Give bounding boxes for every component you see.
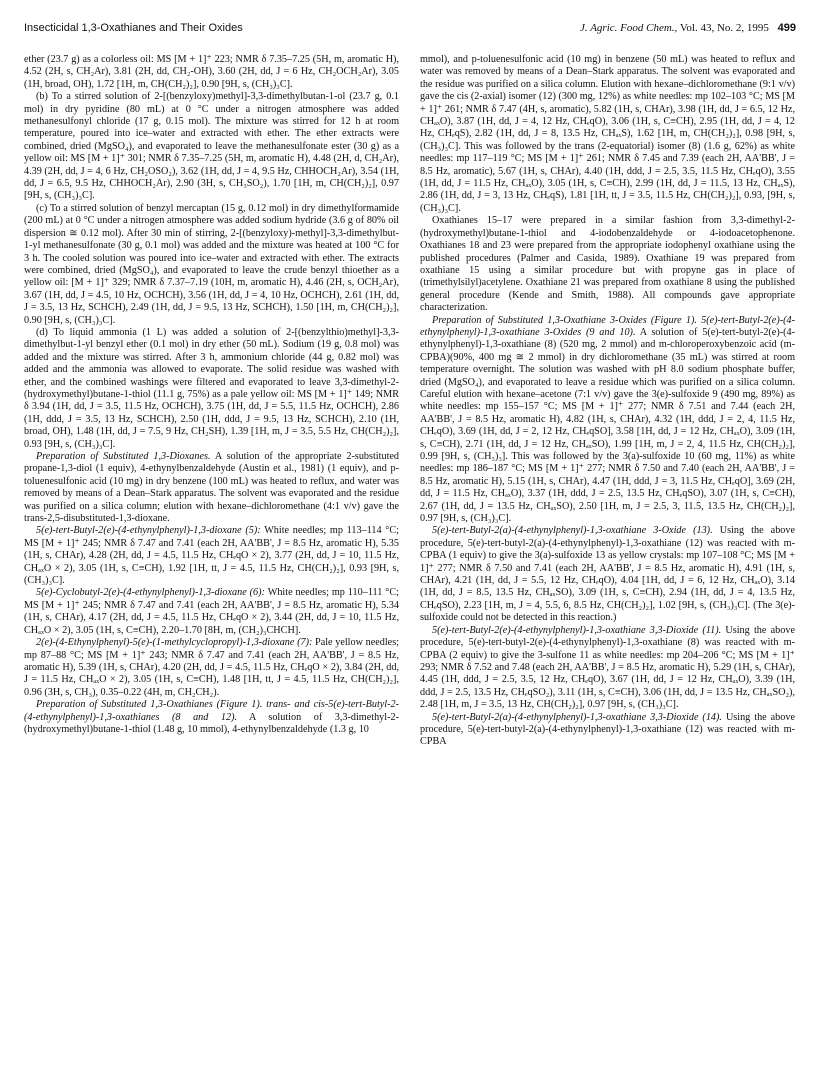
paragraph-body: A solution of the appropriate 2-substituted propane-1,3-diol (1 equiv), 4-ethynylbenzaldehyde (Austin et al., 1981) (1 equiv), and p-toluenesulfonic acid (10 mg) in dry benzene (100 mL) was heated to reflux, and water was removed by means of a Dean–Stark apparatus. The solvent was evaporated and the residue was purified on a silica column; elution with hexane–dichloromethane (4:1 v/v) gave the trans-2,5-disubstituted-1,3-dioxane. bbox=[24, 451, 399, 525]
paragraph bbox=[420, 712, 795, 749]
paragraph-body: Pale yellow needles; mp 87–88 °C; MS [M + 1]⁺ 243; NMR δ 7.47 and 7.41 (each 2H, AA'BB', J = 8.5 Hz, aromatic H), 5.39 (1H, s, CHAr), 4.20 (2H, dd, J = 4.5, 11.5 Hz, CHₑqO × 2), 3.84 (2H, dd, J = 11.5 Hz, CHₐₓO × 2), 3.05 (1H, s, C≡CH), 1.48 [1H, tt, J = 4.5, 11.5 Hz, CH(CH₂)₂], 0.96 (3H, s, CH₃), 0.35–0.22 (4H, m, CH₂CH₂). bbox=[24, 637, 399, 698]
right-column bbox=[420, 54, 795, 1054]
journal-name: J. Agric. Food Chem., bbox=[580, 22, 678, 34]
compound-heading: 2(e)-(4-Ethynylphenyl)-5(e)-(1-methylcyclopropyl)-1,3-dioxane (7): bbox=[36, 637, 313, 649]
section-heading: Preparation of Substituted 1,3-Oxathianes (Figure 1). trans- and cis-5(e)-tert-Butyl-2-(4-ethynylphenyl)-1,3-oxathianes (8 and 12). bbox=[24, 699, 399, 723]
paragraph-body: A solution of 5(e)-tert-butyl-2(e)-(4-ethynylphenyl)-1,3-oxathiane (8) (520 mg, 2 mmol) and m-chloroperoxybenzoic acid (m-CPBA)(90%, 400 mg ≅ 2 mmol) in dry dichloromethane (35 mL) was stirred at room temperature overnight. The solution was washed with pH 8.0 sodium phosphate buffer, dried (MgSO₄), and evaporated to leave a residue which was purified on a silica column. Careful elution with hexane–acetone (7:1 v/v) gave the 3(e)-sulfoxide 9 (490 mg, 89%) as white needles: mp 155–157 °C; MS [M + 1]⁺ 277; NMR δ 7.51 and 7.44 (each 2H, AA'BB', J = 8.5 Hz, aromatic H), 4.82 (1H, s, CHAr), 4.32 (1H, ddd, J = 2, 4, 11.5 Hz, CHₑqO), 3.69 (1H, dd, J = 2, 12 Hz, CHₑqSO], 3.58 [1H, dd, J = 12 Hz, CHₐₓO), 3.09 (1H, s, C≡CH), 2.71 (1H, dd, J = 12 Hz, CHₐₓSO), 1.99 [1H, m, J = 2, 4, 11.5 Hz, CH(CH₂)₂], 0.99 [9H, s, (CH₃)₃]. This was followed by the 3(a)-sulfoxide 10 (60 mg, 11%) as white needles: mp 186–187 °C; MS [M + 1]⁺ 277; NMR δ 7.50 and 7.40 (each 2H, AA'BB', J = 8.5 Hz, aromatic H), 5.15 (1H, s, CHAr), 4.47 (1H, ddd, J = 3, 11.5 Hz, CHₑqO], 3.69 (2H, dd, J = 11.5 Hz, CHₐₓO), 3.37 (1H, ddd, J = 2.5, 13.5 Hz, CHₑqSO), 3.07 (1H, s, C≡CH), 2.67 (1H, dd, J = 13.5 Hz, CHₐₓSO), 2.50 [1H, m, J = 2.5, 3, 11.5, 13.5 Hz, CH(CH₂)₂], 0.97 [9H, s, (CH₃)₃C]. bbox=[420, 326, 795, 525]
paragraph bbox=[24, 699, 399, 736]
paragraph bbox=[24, 525, 399, 587]
compound-heading: 5(e)-tert-Butyl-2(e)-(4-ethynylphenyl)-1,3-dioxane (5): bbox=[36, 525, 261, 537]
compound-heading: 5(e)-Cyclobutyl-2(e)-(4-ethynylphenyl)-1,3-dioxane (6): bbox=[36, 587, 265, 599]
paragraph bbox=[420, 315, 795, 526]
paragraph: (b) To a stirred solution of 2-[(benzyloxy)methyl]-3,3-dimethylbutan-1-ol (23.7 g, 0.1 mol) in dry pyridine (80 mL) at 0 °C under a nitrogen atmosphere was added methanesulfonyl chloride (17 g, 0.15 mol). The mixture was stirred for 12 h at room temperature, poured into ice–water and extracted with ether. The ether extracts were combined, dried (MgSO₄), and evaporated to leave the methanesulfonate ester (30 g) as a yellow oil: MS [M + 1]⁺ 301; NMR δ 7.35–7.25 (5H, m, aromatic H), 4.48 (2H, d, CH₂Ar), 4.39 (2H, dd, J = 4, 6 Hz, CH₂OSO₂), 3.62 (1H, dd, J = 4, 9.5 Hz, CHHOCH₂Ar), 3.54 (1H, dd, J = 6.5, 9.5 Hz, CHHOCH₂Ar), 2.90 (3H, s, CH₃SO₂), 1.70 [1H, m, CH(CH₂)₂], 0.97 [9H, s, (CH₃)₃C]. bbox=[24, 91, 399, 202]
volume-info: Vol. 43, No. 2, 1995 bbox=[679, 22, 769, 34]
paragraph bbox=[420, 525, 795, 624]
paragraph: (d) To liquid ammonia (1 L) was added a solution of 2-[(benzylthio)methyl]-3,3-dimethylbut-1-yl benzyl ether (0.1 mol) in dry ether (50 mL). Sodium (19 g, 0.8 mol) was added and the mixture was stirred. After 3 h, ammonium chloride (44 g, 0.82 mol) was added and the ammonia was allowed to evaporate. The solid residue was washed with ether, and the combined washings were filtered and evaporated to leave 3,3-dimethyl-2-(hydroxymethyl)butane-1-thiol (11.1 g, 75%) as a pale yellow oil: MS [M + 1]⁺ 149; NMR δ 3.94 (1H, dd, J = 3.5, 11.5 Hz, OCHCH), 3.75 (1H, dd, J = 5.5, 11.5 Hz, OCHCH), 2.86 (1H, ddd, J = 3.5, 13 Hz, SCHCH), 2.50 (1H, ddd, J = 9.5, 13 Hz, SCHCH), 2.10 (1H, broad, OH), 1.48 (1H, dd, J = 7.5, 9 Hz, CH₂SH), 1.39 [1H, m, J = 3.5, 5.5 Hz, CH(CH₂)₂], 0.93 [9H, s, (CH₃)₃C]. bbox=[24, 326, 399, 450]
paragraph-body: Using the above procedure, 5(e)-tert-butyl-2(e)-(4-ethynylphenyl)-1,3-oxathiane (8) was reacted with m-CPBA (2 equiv) to give the 3-sulfone 11 as white needles: mp 204–206 °C; MS [M + 1]⁺ 293; NMR δ 7.52 and 7.48 (each 2H, AA'BB', J = 8.5 Hz, aromatic H), 5.29 (1H, s, CHAr), 4.45 (1H, ddd, J = 2.5, 3.5, 12 Hz, CHₑqO), 3.67 (1H, dd, J = 12 Hz, CHₐₓO), 3.39 (1H, ddd, J = 2.5, 13.5 Hz, CHₑqSO₂), 3.11 (1H, s, C≡CH), 3.06 (1H, dd, J = 13.5 Hz, CHₐₓSO₂), 2.48 [1H, m, J = 3.5, 13 Hz, CH(CH₂)₂], 0.97 [9H, s, (CH₃)₃C]. bbox=[420, 624, 795, 711]
paragraph: (c) To a stirred solution of benzyl mercaptan (15 g, 0.12 mol) in dry dimethylformamide (200 mL) at 0 °C under a nitrogen atmosphere was added sodium hydride (3.6 g of 80% oil dispersion ≅ 0.12 mol). After 30 min of stirring, 2-[(benzyloxy)-methyl]-3,3-dimethylbut-1-yl methanesulfonate (30 g, 0.1 mol) was added and the mixture was heated at 100 °C for 3 h. The cooled solution was poured into ice–water and extracted with ether. The extracts were combined, dried (MgSO₄), and evaporated to leave the crude benzyl thioether as a yellow oil: [M + 1]⁺ 329; NMR δ 7.37–7.19 (10H, m, aromatic H), 4.46 (2H, s, OCH₂Ar), 3.67 (1H, dd, J = 4.5, 10 Hz, OCHCH), 3.56 (1H, dd, J = 4, 10 Hz, OCHCH), 2.61 (1H, dd, J = 3.5, 13 Hz, SCHCH), 2.49 (1H, dd, J = 9.5, 13 Hz, SCHCH), 1.50 [1H, m, CH(CH₂)₂], 0.90 [9H, s, (CH₃)₃C]. bbox=[24, 202, 399, 326]
paragraph-body: Using the above procedure, 5(e)-tert-butyl-2(a)-(4-ethynylphenyl)-1,3-oxathiane (12) was reacted with m-CPBA (1 equiv) to give the 3(a)-sulfoxide 13 as yellow crystals: mp 107–108 °C; MS [M + 1]⁺ 277; NMR δ 7.50 and 7.41 (each 2H, AA'BB', J = 8.5 Hz, aromatic H), 4.91 (1H, s, CHAr), 4.21 (1H, dd, J = 5.5, 12 Hz, CHₑqO), 4.04 [1H, dd, J = 6, 12 Hz, CHₐₓO), 3.14 (1H, dd, J = 8.5, 13.5 Hz, CHₐₓSO), 3.09 (1H, s, C≡CH), 2.94 (1H, dd, J = 4, 13.5 Hz, CHₑqSO), 2.23 [1H, m, J = 4, 5.5, 6, 8.5 Hz, CH(CH₂)₂], 1.02 [9H, s, (CH₃)₃C]. (The 3(e)-sulfoxide could not be detected in this reaction.) bbox=[420, 525, 795, 624]
compound-heading: 5(e)-tert-Butyl-2(e)-(4-ethynylphenyl)-1,3-oxathiane 3,3-Dioxide (11). bbox=[432, 624, 722, 636]
section-heading: Preparation of Substituted 1,3-Dioxanes. bbox=[36, 451, 211, 462]
paragraph-body: Using the above procedure, 5(e)-tert-butyl-2(a)-(4-ethynylphenyl)-1,3-oxathiane (12) was reacted with m-CPBA bbox=[420, 711, 795, 748]
paragraph-body: White needles; mp 110–111 °C; MS [M + 1]⁺ 245; NMR δ 7.47 and 7.41 (each 2H, AA'BB', J = 8.5 Hz, aromatic H), 5.34 (1H, s, CHAr), 4.17 (2H, dd, J = 4.5, 11.5 Hz, CHₑqO × 2), 3.44 (2H, dd, J = 10, 11.5 Hz, CHₐₓO × 2), 3.05 (1H, s, C≡CH), 2.20–1.70 [8H, m, (CH₂)₃CHCH]. bbox=[24, 587, 399, 636]
journal-citation bbox=[580, 22, 796, 34]
paragraph: ether (23.7 g) as a colorless oil: MS [M + 1]⁺ 223; NMR δ 7.35–7.25 (5H, m, aromatic H), 4.52 (2H, s, CH₂Ar), 3.81 (2H, dd, CH₂-OH), 3.60 (2H, dd, J = 6 Hz, CH₂OCH₂Ar), 3.05 (1H, broad, OH), 1.72 [1H, m, CH(CH₂)₂], 0.90 [9H, s, (CH₃)₃C]. bbox=[24, 54, 399, 90]
running-header bbox=[24, 22, 796, 38]
running-title: Insecticidal 1,3-Oxathianes and Their Oxides bbox=[24, 22, 243, 34]
paragraph bbox=[24, 451, 399, 525]
compound-heading: 5(e)-tert-Butyl-2(a)-(4-ethynylphenyl)-1,3-oxathiane 3-Oxide (13). bbox=[432, 525, 713, 537]
paragraph: Oxathianes 15–17 were prepared in a similar fashion from 3,3-dimethyl-2-(hydroxymethyl)butane-1-thiol and 4-iodobenzaldehyde or 4-iodoacetophenone. Oxathianes 18 and 23 were prepared from the appropriate iodophenyl oxathiane using the published procedures (Palmer and Casida, 1989). Oxathiane 19 was prepared from oxathiane 15 using a similar procedure but with propyne gas in place of (trimethylsilyl)acetylene. Oxathiane 21 was prepared from oxathiane 8 using the published general procedure (Kende and Smith, 1988). All compounds gave appropriate characterization. bbox=[420, 215, 795, 314]
paragraph bbox=[24, 587, 399, 637]
left-column bbox=[24, 54, 399, 1054]
page-number: 499 bbox=[777, 22, 796, 34]
paragraph: mmol), and p-toluenesulfonic acid (10 mg) in benzene (50 mL) was heated to reflux and water was removed by means of a Dean–Stark apparatus. The solvent was evaporated and the residue was purified on a silica column. Elution with hexane–dichloromethane (9:1 v/v) gave the cis (2-axial) isomer (12) (300 mg, 12%) as white needles: mp 102–103 °C; MS [M + 1]⁺ 261; NMR δ 7.47 (4H, s, aromatic), 5.82 (1H, s, CHAr), 3.98 (1H, dd, J = 6.5, 12 Hz, CHₐₓO), 3.87 (1H, dd, J = 4, 12 Hz, CHₑqO), 3.06 (1H, s, C≡CH), 2.95 (1H, dd, J = 4, 12 Hz, CHₑqS), 2.82 (1H, dd, J = 8, 13.5 Hz, CHₐₓS), 1.62 [1H, m, CH(CH₂)₂], 0.98 [9H, s, (CH₃)₃C]. This was followed by the trans (2-equatorial) isomer (8) (1.6 g, 62%) as white needles: mp 117–119 °C; MS [M + 1]⁺ 261; NMR δ 7.45 and 7.39 (each 2H, AA'BB', J = 8.5 Hz, aromatic), 5.67 (1H, s, CHAr), 4.40 (1H, ddd, J = 2.5, 3.5, 11.5 Hz, CHₑqO), 3.55 (1H, dd, J = 11.5 Hz, CHₐₓO), 3.05 (1H, s, C≡CH), 2.99 (1H, dd, J = 11.5, 13 Hz, CHₐₓS), 2.86 (1H, dd, J = 3, 13 Hz, CHₑqS), 1.81 [1H, tt, J = 3.5, 11.5 Hz, CH(CH₂)₂], 0.93, [9H, s, (CH₃)₃C]. bbox=[420, 54, 795, 214]
paragraph bbox=[24, 637, 399, 699]
compound-heading: 5(e)-tert-Butyl-2(a)-(4-ethynylphenyl)-1,3-oxathiane 3,3-Dioxide (14). bbox=[432, 711, 722, 723]
paragraph bbox=[420, 625, 795, 712]
paragraph-body: A solution of 3,3-dimethyl-2-(hydroxymethyl)butane-1-thiol (1.48 g, 10 mmol), 4-ethynylbenzaldehyde (1.3 g, 10 bbox=[24, 711, 399, 735]
paragraph-body: White needles; mp 113–114 °C; MS [M + 1]⁺ 245; NMR δ 7.47 and 7.41 (each 2H, AA'BB', J = 8.5 Hz, aromatic H), 5.35 (1H, s, CHAr), 4.28 (2H, dd, J = 4.5, 11.5 Hz, CHₑqO × 2), 3.77 (2H, dd, J = 10, 11.5 Hz, CHₐₓO × 2), 3.05 (1H, s, C≡CH), 1.92 [1H, tt, J = 4.5, 11.5 Hz, CH(CH₂)₂], 0.93 [9H, s, (CH₃)₃C]. bbox=[24, 525, 399, 587]
section-heading: Preparation of Substituted 1,3-Oxathiane 3-Oxides (Figure 1). 5(e)-tert-Butyl-2(e)-(4-ethynylphenyl)-1,3-oxathiane 3-Oxides (9 and 10). bbox=[420, 314, 795, 338]
